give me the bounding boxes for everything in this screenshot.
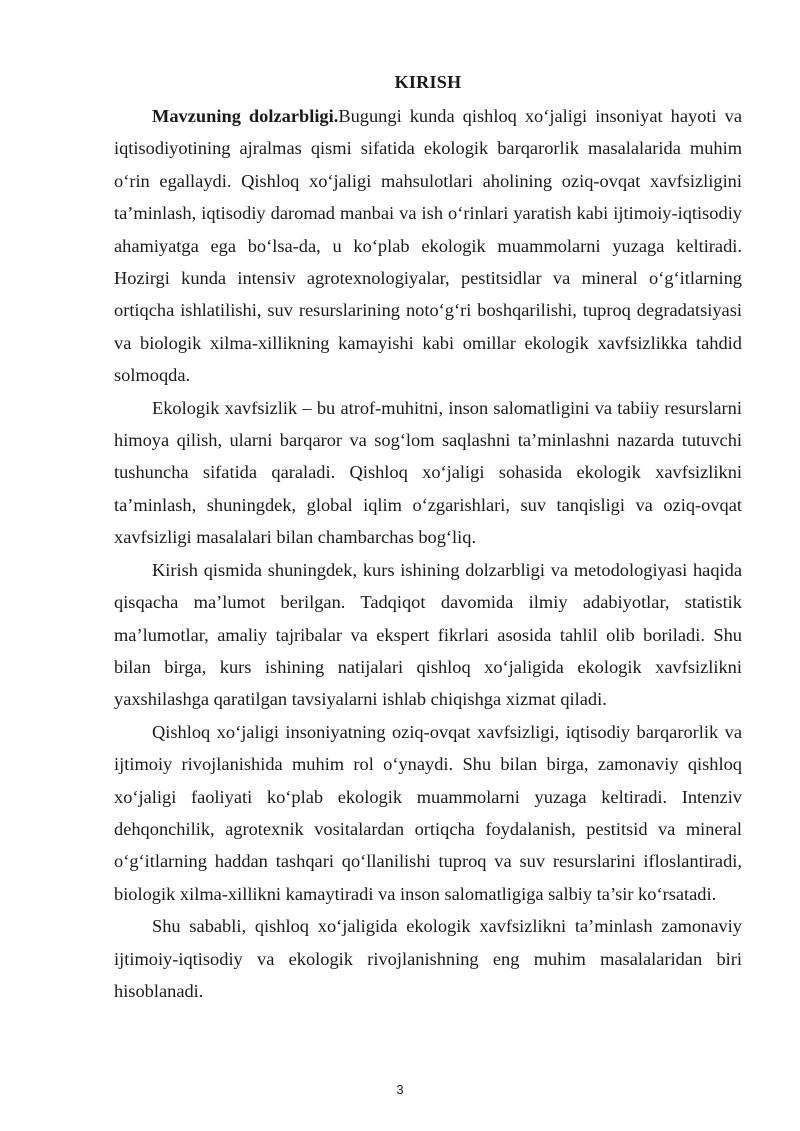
paragraph-relevance [114, 100, 742, 392]
paragraph-agriculture-role: Qishloq xo‘jaligi insoniyatning oziq-ovqat xavfsizligi, iqtisodiy barqarorlik va ijtimoiy rivojlanishida muhim rol o‘ynaydi. Shu bilan birga, zamonaviy qishloq xo‘jaligi faoliyati ko‘plab ekologik muammolarni yuzaga keltiradi. Intenziv dehqonchilik, agrotexnik vositalardan ortiqcha foydalanish, pestitsid va mineral o‘g‘itlarning haddan tashqari qo‘llanilishi tuproq va suv resurslarini ifloslantiradi, biologik xilma-xillikni kamaytiradi va inson salomatligiga salbiy ta’sir ko‘rsatadi. [114, 721, 742, 904]
page-number: 3 [396, 1082, 404, 1097]
page-title: KIRISH [394, 72, 462, 92]
paragraph-methodology: Kirish qismida shuningdek, kurs ishining dolzarbligi va metodologiyasi haqida qisqacha ma’lumot berilgan. Tadqiqot davomida ilmiy adabiyotlar, statistik ma’lumotlar, amaliy tajribalar va ekspert fikrlari asosida tahlil olib boriladi. Shu bilan birga, kurs ishining natijalari qishloq xo‘jaligida ekologik xavfsizlikni yaxshilashga qaratilgan tavsiyalarni ishlab chiqishga xizmat qiladi. [114, 559, 742, 710]
page-content [114, 71, 742, 1007]
paragraph-conclusion: Shu sababli, qishloq xo‘jaligida ekologik xavfsizlikni ta’minlash zamonaviy ijtimoiy-iqtisodiy va ekologik rivojlanishning eng muhim masalalaridan biri hisoblanadi. [114, 916, 742, 1001]
paragraph-ecological-security: Ekologik xavfsizlik – bu atrof-muhitni, inson salomatligini va tabiiy resurslarni himoya qilish, ularni barqaror va sog‘lom saqlashni ta’minlashni nazarda tutuvchi tushuncha sifatida qaraladi. Qishloq xo‘jaligi sohasida ekologik xavfsizlikni ta’minlash, shuningdek, global iqlim o‘zgarishlari, suv tanqisligi va oziq-ovqat xavfsizligi masalalari bilan chambarchas bog‘liq. [114, 397, 742, 548]
paragraph-text: Bugungi kunda qishloq xo‘jaligi insoniyat hayoti va iqtisodiyotining ajralmas qismi sifatida ekologik barqarorlik masalalarida muhim o‘rin egallaydi. Qishloq xo‘jaligi mahsulotlari aholining oziq-ovqat xavfsizligini ta’minlash, iqtisodiy daromad manbai va ish o‘rinlari yaratish kabi ijtimoiy-iqtisodiy ahamiyatga ega bo‘lsa-da, u ko‘plab ekologik muammolarni yuzaga keltiradi. Hozirgi kunda intensiv agrotexnologiyalar, pestitsidlar va mineral o‘g‘itlarning ortiqcha ishlatilishi, suv resurslarining noto‘g‘ri boshqarilishi, tuproq degradatsiyasi va biologik xilma-xillikning kamayishi kabi omillar ekologik xavfsizlikka tahdid solmoqda. [114, 106, 742, 386]
lead-heading: Mavzuning dolzarbligi. [152, 106, 339, 126]
